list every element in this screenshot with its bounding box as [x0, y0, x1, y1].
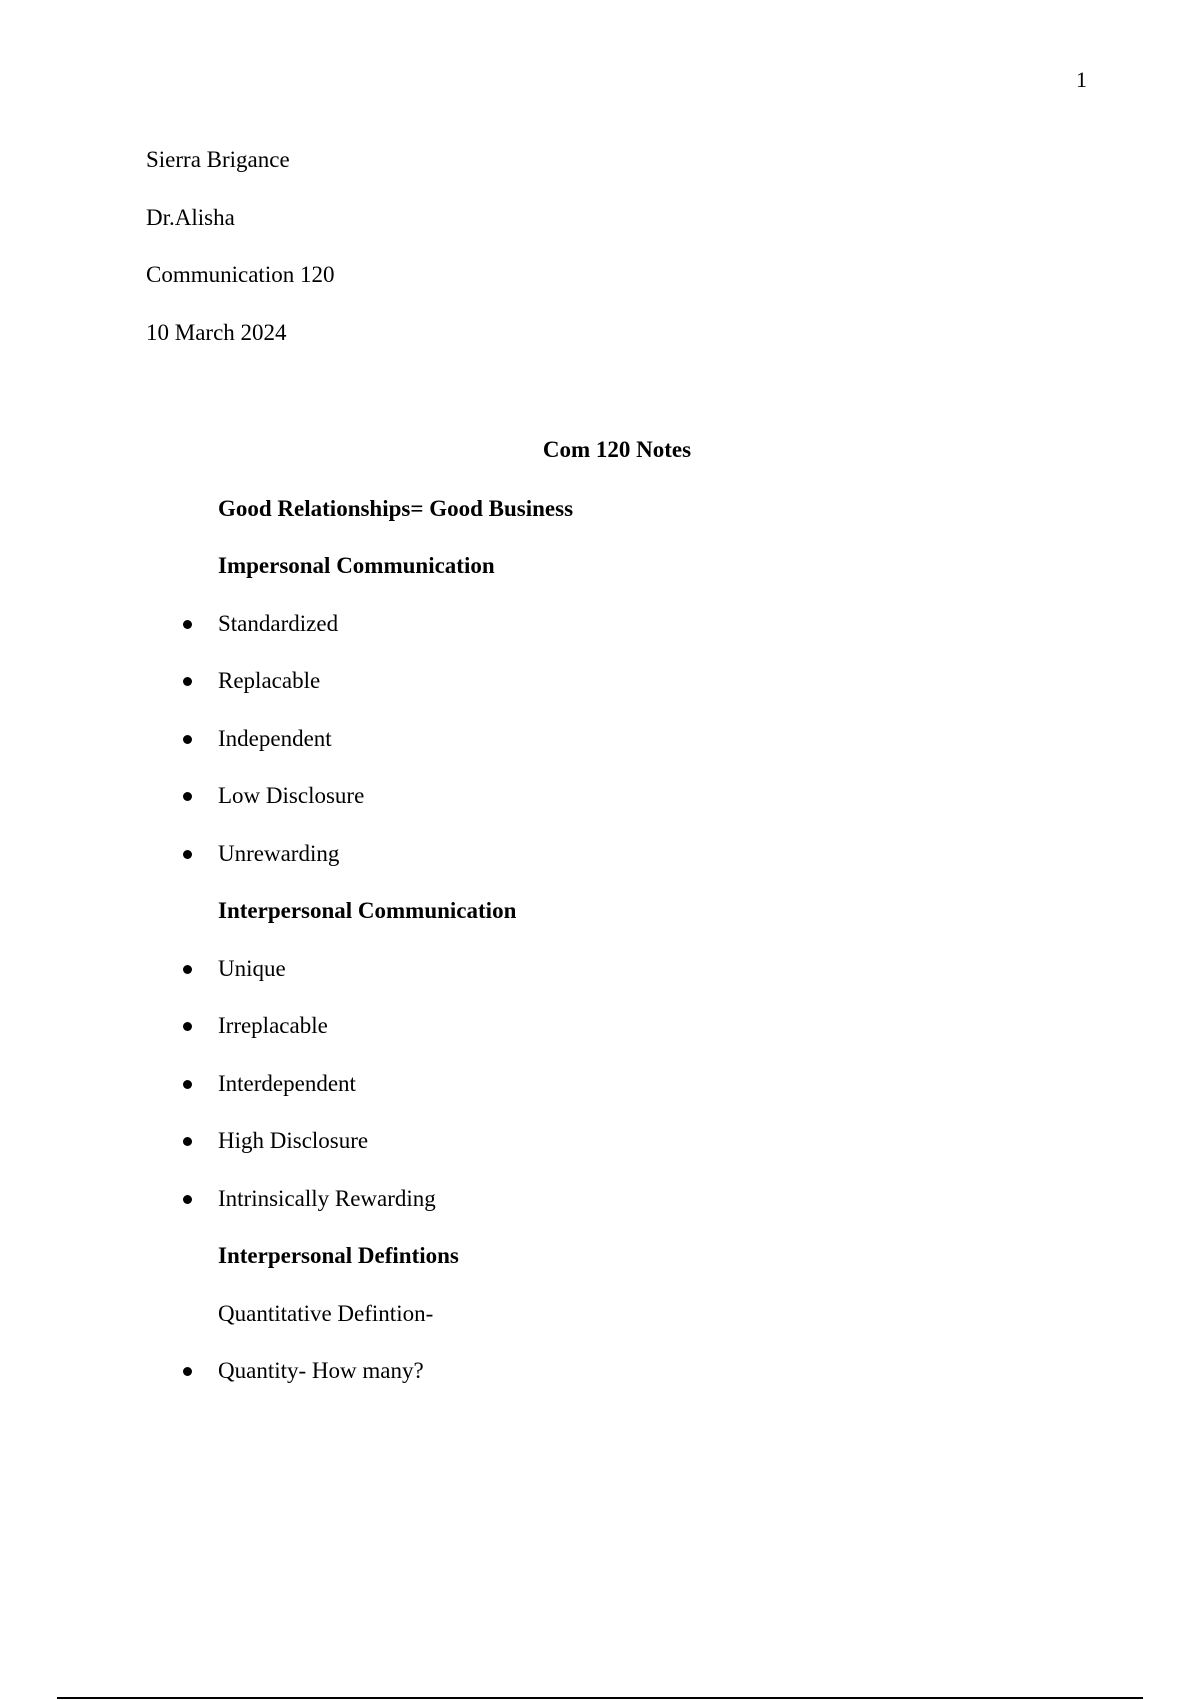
list-item: [176, 1186, 436, 1212]
bullet-icon: [183, 1137, 192, 1146]
list-item: [176, 1013, 328, 1039]
bullet-icon: [183, 1367, 192, 1376]
list-item-text: Irreplacable: [218, 1013, 328, 1038]
bullet-icon: [183, 1195, 192, 1204]
bullet-icon: [183, 620, 192, 629]
course-name: Communication 120: [146, 262, 335, 287]
bullet-icon: [183, 1022, 192, 1031]
impersonal-heading: Impersonal Communication: [218, 553, 495, 578]
definitions-heading: Interpersonal Defintions: [218, 1243, 459, 1268]
list-item-text: Quantity- How many?: [218, 1358, 424, 1383]
list-item: [176, 783, 364, 809]
bullet-icon: [183, 965, 192, 974]
list-item-text: Standardized: [218, 611, 339, 636]
document-title: Com 120 Notes: [542, 437, 692, 462]
list-item-text: Interdependent: [218, 1071, 356, 1096]
good-relationships-heading: Good Relationships= Good Business: [218, 496, 574, 521]
bullet-icon: [183, 735, 192, 744]
list-item-text: Low Disclosure: [218, 783, 365, 808]
list-item: [176, 668, 320, 694]
list-item: [176, 841, 339, 867]
definitions-subheading: Quantitative Defintion-: [218, 1301, 434, 1326]
list-item: [176, 1358, 424, 1384]
list-item-text: Independent: [218, 726, 332, 751]
footer-divider: [57, 1697, 1143, 1699]
page-number: 1: [1076, 67, 1087, 92]
bullet-icon: [183, 850, 192, 859]
list-item: [176, 1071, 356, 1097]
bullet-icon: [183, 1080, 192, 1089]
student-name: Sierra Brigance: [146, 147, 290, 172]
list-item: [176, 1128, 368, 1154]
list-item-text: Unique: [218, 956, 286, 981]
list-item-text: High Disclosure: [218, 1128, 369, 1153]
list-item: [176, 726, 332, 752]
bullet-icon: [183, 677, 192, 686]
list-item-text: Replacable: [218, 668, 321, 693]
bullet-icon: [183, 792, 192, 801]
list-item: [176, 956, 286, 982]
list-item-text: Intrinsically Rewarding: [218, 1186, 436, 1211]
list-item: [176, 611, 338, 637]
interpersonal-heading: Interpersonal Communication: [218, 898, 517, 923]
document-date: 10 March 2024: [146, 320, 287, 345]
list-item-text: Unrewarding: [218, 841, 340, 866]
instructor-name: Dr.Alisha: [146, 205, 235, 230]
